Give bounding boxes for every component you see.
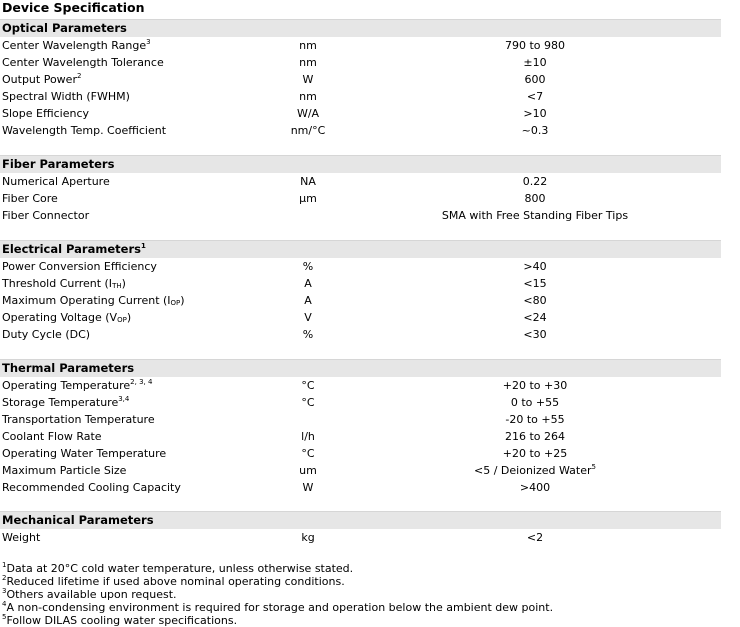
value: +20 to +30 <box>502 379 568 392</box>
section-mechanical <box>0 511 721 546</box>
table-row <box>0 190 721 207</box>
table-row <box>0 71 721 88</box>
table-row <box>0 428 721 445</box>
table-row <box>0 37 721 54</box>
section-header <box>0 19 721 37</box>
footnote: $^4$A non-condensing environment is required for storage and operation below the ambient dew point. <box>2 600 554 614</box>
footnotes <box>2 562 553 627</box>
table-row <box>0 54 721 71</box>
unit: NA <box>300 175 316 188</box>
param-name: Center Wavelength Tolerance <box>2 56 164 69</box>
value: 790 to 980 <box>504 39 566 52</box>
table-row <box>0 479 721 496</box>
table-row <box>0 207 721 224</box>
value: <80 <box>523 294 547 307</box>
value: <24 <box>523 311 547 324</box>
param-name: Transportation Temperature <box>2 413 155 426</box>
table-row <box>0 292 721 309</box>
param-name: Fiber Core <box>2 192 58 205</box>
table-row <box>0 309 721 326</box>
unit: W/A <box>296 107 320 120</box>
param-name: Threshold Current $(I_{TH})$ <box>2 277 126 290</box>
section-title: Fiber Parameters <box>2 157 115 171</box>
section-optical <box>0 19 721 139</box>
param-name: Operating Voltage $(V_{OP})$ <box>2 311 132 324</box>
param-name: Recommended Cooling Capacity <box>2 481 181 494</box>
value: >10 <box>523 107 547 120</box>
value: 216 to 264 <box>504 430 566 443</box>
section-header <box>0 155 721 173</box>
unit: °C <box>301 379 315 392</box>
param-name: Output Power$^2$ <box>2 72 82 86</box>
param-name: Fiber Connector <box>2 209 90 222</box>
unit: % <box>302 260 314 273</box>
param-name: Weight <box>2 531 41 544</box>
param-name: Duty Cycle (DC) <box>2 328 91 341</box>
unit: W <box>302 481 314 494</box>
unit: A <box>304 277 312 290</box>
param-name: Spectral Width (FWHM) <box>2 90 130 103</box>
value: <30 <box>523 328 547 341</box>
section-header <box>0 359 721 377</box>
value: 0 to +55 <box>510 396 560 409</box>
unit: nm <box>299 39 317 52</box>
unit: °C <box>301 396 315 409</box>
value: >400 <box>519 481 551 494</box>
table-row <box>0 173 721 190</box>
table-row <box>0 105 721 122</box>
table-row <box>0 529 721 546</box>
table-row <box>0 445 721 462</box>
param-name: Numerical Aperture <box>2 175 110 188</box>
value: >40 <box>523 260 547 273</box>
value: +20 to +25 <box>502 447 568 460</box>
value: ±10 <box>523 56 547 69</box>
footnote: $^2$Reduced lifetime if used above nominal operating conditions. <box>2 574 345 588</box>
value: 0.22 <box>522 175 548 188</box>
table-row <box>0 411 721 428</box>
page-title: Device Specification <box>2 0 145 15</box>
param-name: Maximum Particle Size <box>2 464 127 477</box>
unit: % <box>302 328 314 341</box>
value: SMA with Free Standing Fiber Tips <box>441 209 629 222</box>
value: 600 <box>524 73 546 86</box>
section-header <box>0 511 721 529</box>
unit: nm <box>299 56 317 69</box>
section-fiber <box>0 155 721 224</box>
value: -20 to +55 <box>505 413 565 426</box>
section-electrical <box>0 240 721 343</box>
value: <5 / Deionized Water$^5$ <box>474 463 596 477</box>
footnote: $^1$Data at 20°C cold water temperature, unless otherwise stated. <box>2 561 354 575</box>
value: <2 <box>526 531 544 544</box>
unit: kg <box>301 531 315 544</box>
table-row <box>0 122 721 139</box>
unit: W <box>302 73 314 86</box>
table-row <box>0 258 721 275</box>
param-name: Operating Temperature$^{2, 3, 4}$ <box>2 378 153 392</box>
section-title: Optical Parameters <box>2 21 127 35</box>
unit: °C <box>301 447 315 460</box>
table-row <box>0 88 721 105</box>
param-name: Power Conversion Efficiency <box>2 260 157 273</box>
unit: l/h <box>301 430 315 443</box>
param-name: Coolant Flow Rate <box>2 430 102 443</box>
section-thermal <box>0 359 721 496</box>
param-name: Center Wavelength Range$^3$ <box>2 38 151 52</box>
table-row <box>0 377 721 394</box>
footnote: $^3$Others available upon request. <box>2 587 177 601</box>
footnote: $^5$Follow DILAS cooling water specifications. <box>2 613 238 627</box>
value: 800 <box>524 192 546 205</box>
table-row <box>0 275 721 292</box>
unit: A <box>304 294 312 307</box>
table-row <box>0 394 721 411</box>
unit: um <box>299 464 317 477</box>
table-row <box>0 462 721 479</box>
param-name: Slope Efficiency <box>2 107 90 120</box>
unit: µm <box>299 192 317 205</box>
section-title: Thermal Parameters <box>2 361 135 375</box>
value: <15 <box>523 277 547 290</box>
param-name: Operating Water Temperature <box>2 447 167 460</box>
table-row <box>0 326 721 343</box>
param-name: Wavelength Temp. Coefficient <box>2 124 167 137</box>
unit: V <box>304 311 312 324</box>
value: <7 <box>526 90 544 103</box>
section-header: Electrical Parameters$^1$ <box>0 240 721 258</box>
value: ~0.3 <box>521 124 549 137</box>
unit: nm/°C <box>290 124 326 137</box>
section-title: Electrical Parameters <box>2 242 141 256</box>
param-name: Storage Temperature$^{3,4}$ <box>2 395 130 409</box>
param-name: Maximum Operating Current $(I_{OP})$ <box>2 294 185 307</box>
unit: nm <box>299 90 317 103</box>
section-title: Mechanical Parameters <box>2 513 154 527</box>
